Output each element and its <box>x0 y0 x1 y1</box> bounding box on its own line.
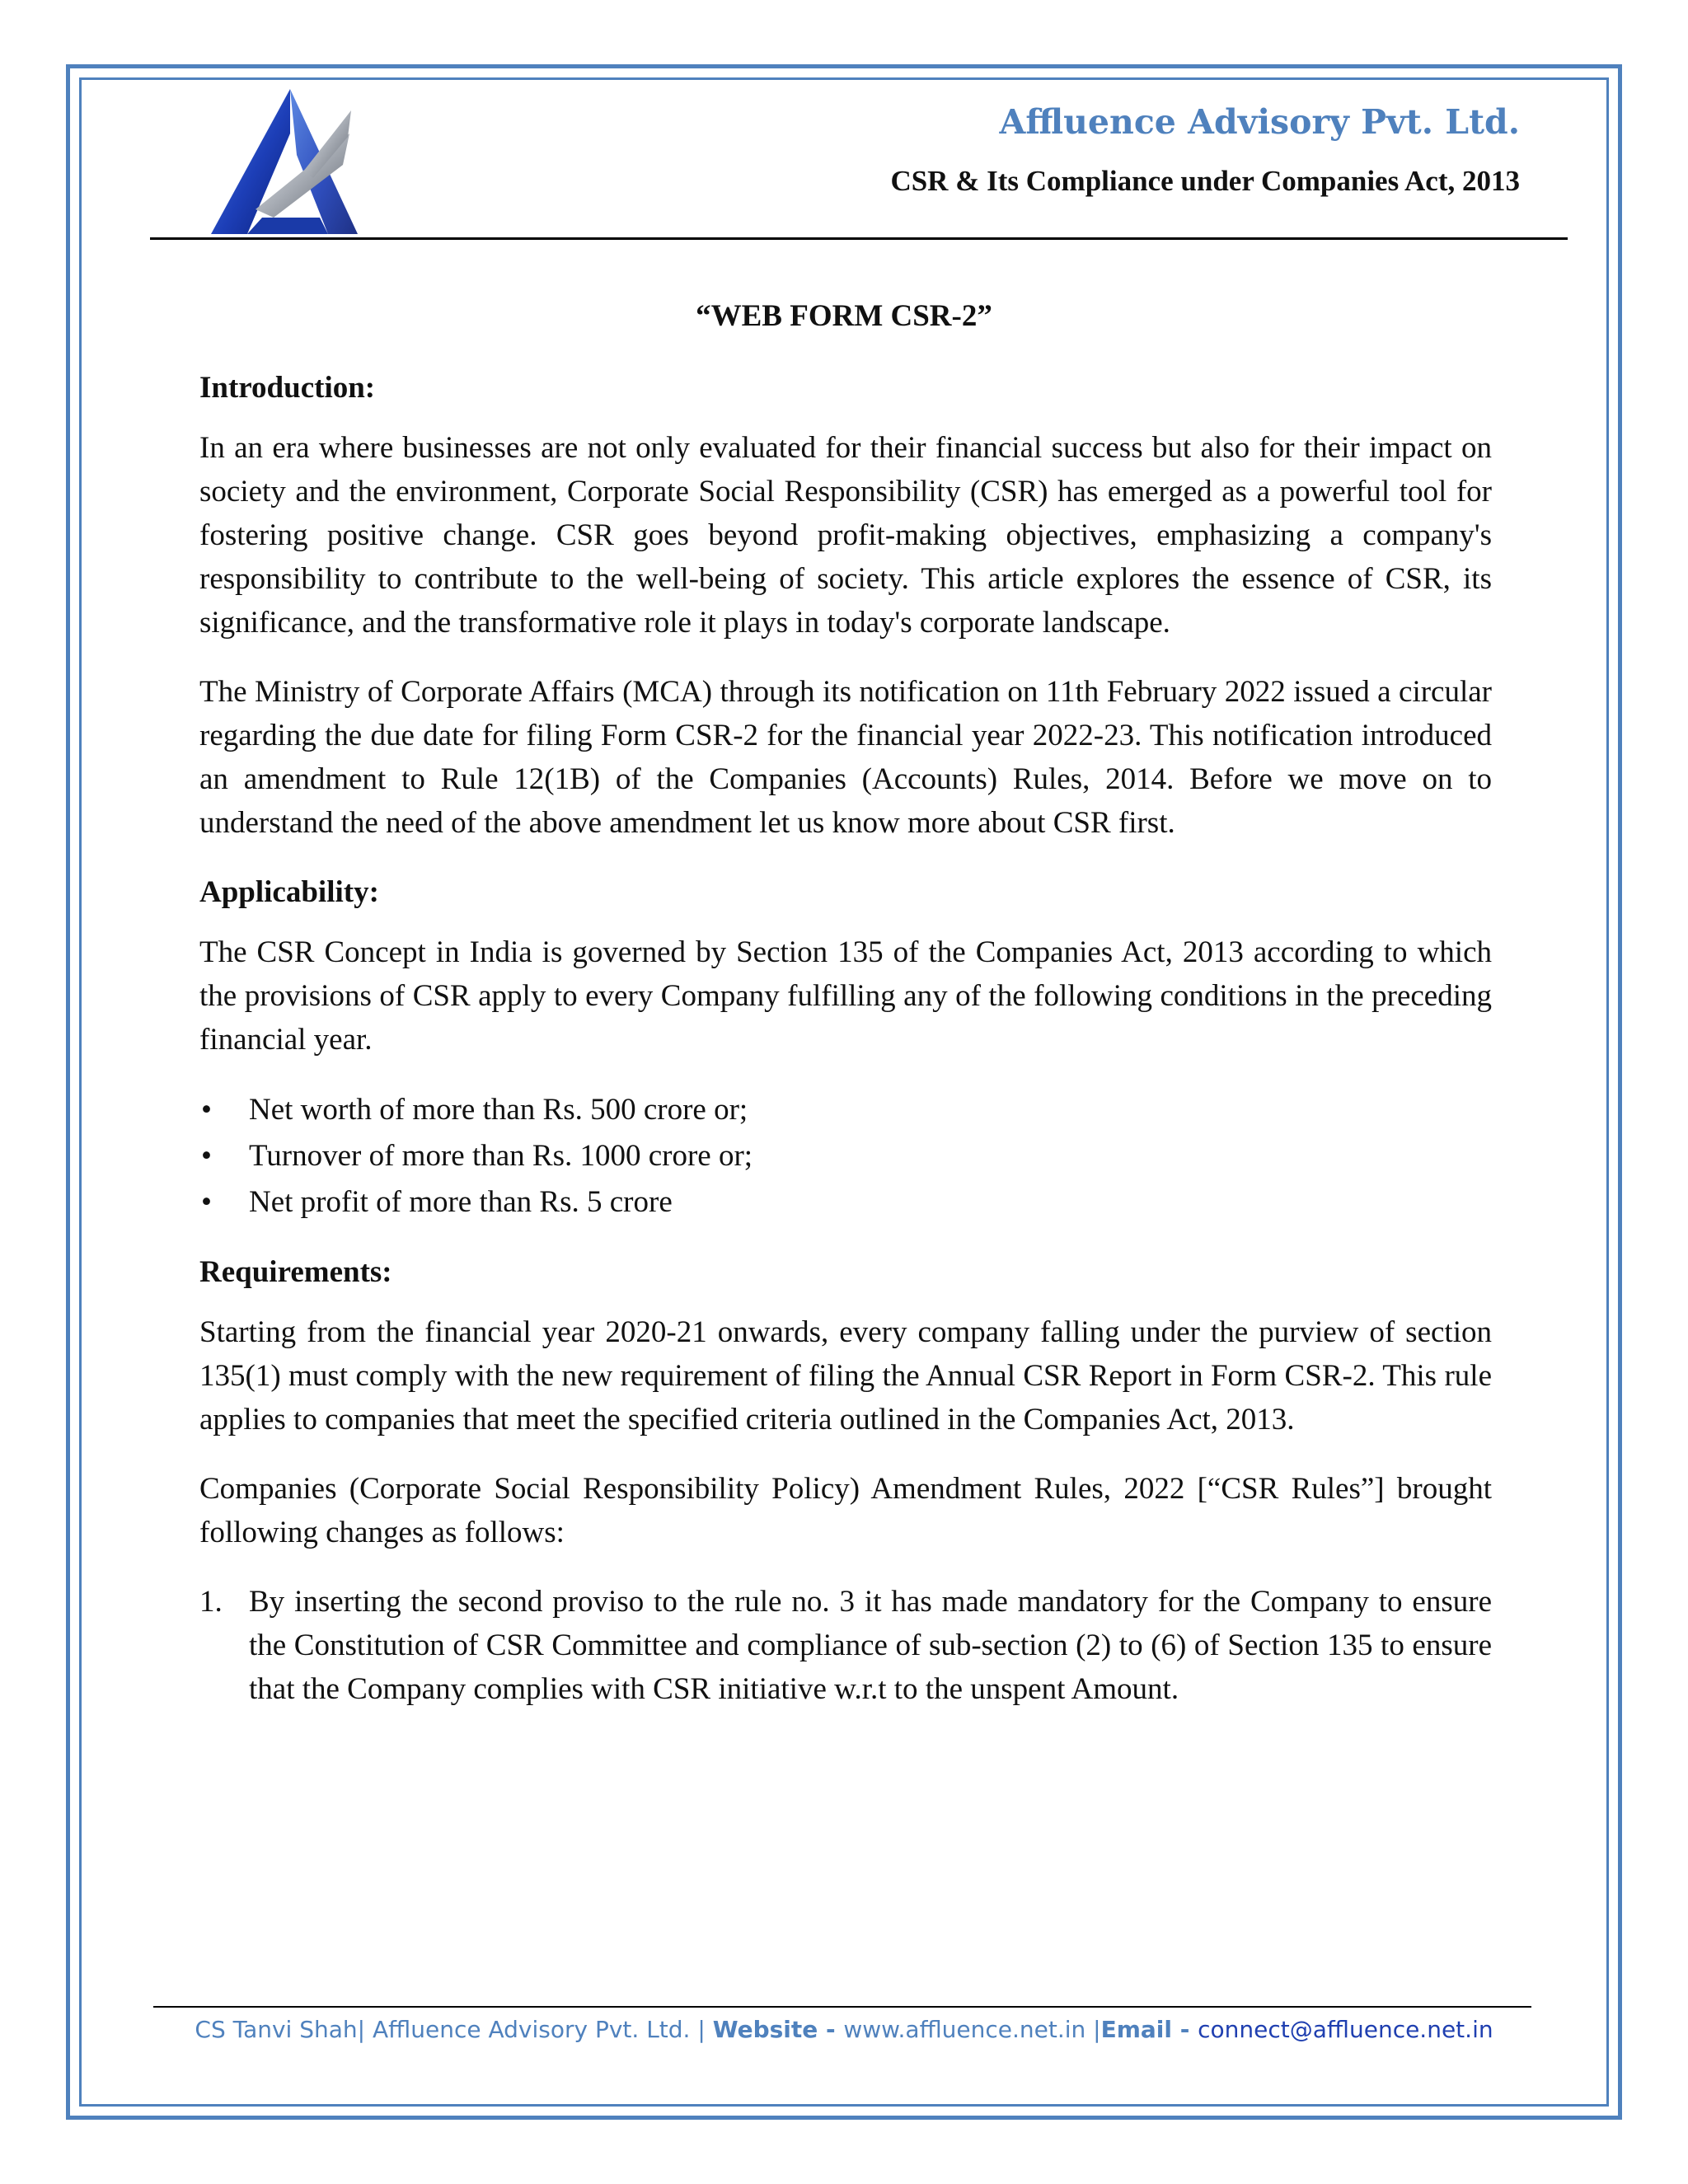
document-body <box>199 366 1492 1711</box>
requirements-heading: Requirements: <box>199 1255 392 1289</box>
footer-website-label: Website - <box>712 2016 844 2043</box>
list-item-text: Net worth of more than Rs. 500 crore or; <box>249 1093 748 1127</box>
list-item <box>199 1133 1492 1179</box>
bullet-icon: • <box>201 1185 212 1219</box>
introduction-heading: Introduction: <box>199 371 376 405</box>
list-item <box>199 1087 1492 1133</box>
applicability-conditions-list <box>199 1087 1492 1226</box>
requirements-paragraph-2: Companies (Corporate Social Responsibility Policy) Amendment Rules, 2022 [“CSR Rules”] brought following changes as follows: <box>199 1472 1492 1549</box>
footer-separator: | <box>1085 2016 1101 2043</box>
footer-company: Affluence Advisory Pvt. Ltd. <box>373 2016 691 2043</box>
footer-website-link[interactable]: www.affluence.net.in <box>843 2016 1086 2043</box>
footer-email-label: Email - <box>1100 2016 1198 2043</box>
triangle-logo-icon <box>204 86 361 237</box>
header-divider <box>150 237 1568 240</box>
page-title: “WEB FORM CSR-2” <box>696 299 992 333</box>
list-item-text: Net profit of more than Rs. 5 crore <box>249 1185 673 1219</box>
footer-email-link[interactable]: connect@affluence.net.in <box>1198 2016 1493 2043</box>
list-item <box>199 1580 1492 1711</box>
list-item-text: By inserting the second proviso to the rule no. 3 it has made mandatory for the Company to ensure the Constitution of CSR Committee and compliance of sub-section (2) to (6) of Section 135 to ensure that the Company complies with CSR initiative w.r.t to the unspent Amount. <box>249 1585 1492 1706</box>
applicability-paragraph: The CSR Concept in India is governed by Section 135 of the Companies Act, 2013 according to which the provisions of CSR apply to every Company fulfilling any of the following conditions in the preceding financial year. <box>199 935 1492 1057</box>
list-item <box>199 1179 1492 1226</box>
amendment-list <box>199 1580 1492 1711</box>
document-subtitle: CSR & Its Compliance under Companies Act, 2013 <box>890 165 1520 197</box>
list-item-number: 1. <box>199 1585 223 1619</box>
footer <box>0 2016 1688 2043</box>
footer-separator: | <box>357 2016 373 2043</box>
bullet-icon: • <box>201 1093 212 1127</box>
footer-divider <box>153 2006 1531 2008</box>
company-name: Affluence Advisory Pvt. Ltd. <box>999 102 1520 142</box>
applicability-heading: Applicability: <box>199 875 379 909</box>
footer-separator: | <box>690 2016 713 2043</box>
introduction-paragraph-2: The Ministry of Corporate Affairs (MCA) through its notification on 11th February 2022 issued a circular regarding the due date for filing Form CSR-2 for the financial year 2022-23. This notification introduced an amendment to Rule 12(1B) of the Companies (Accounts) Rules, 2014. Before we move on to understand the need of the above amendment let us know more about CSR first. <box>199 675 1492 840</box>
requirements-paragraph-1: Starting from the financial year 2020-21 onwards, every company falling under the purview of section 135(1) must comply with the new requirement of filing the Annual CSR Report in Form CSR-2. This rule applies to companies that meet the specified criteria outlined in the Companies Act, 2013. <box>199 1315 1492 1436</box>
footer-author: CS Tanvi Shah <box>195 2016 358 2043</box>
list-item-text: Turnover of more than Rs. 1000 crore or; <box>249 1139 753 1173</box>
introduction-paragraph-1: In an era where businesses are not only evaluated for their financial success but also for their impact on society and the environment, Corporate Social Responsibility (CSR) has emerged as a powerful tool for fostering positive change. CSR goes beyond profit-making objectives, emphasizing a company's responsibility to contribute to the well-being of society. This article explores the essence of CSR, its significance, and the transformative role it plays in today's corporate landscape. <box>199 431 1492 640</box>
bullet-icon: • <box>201 1139 212 1173</box>
